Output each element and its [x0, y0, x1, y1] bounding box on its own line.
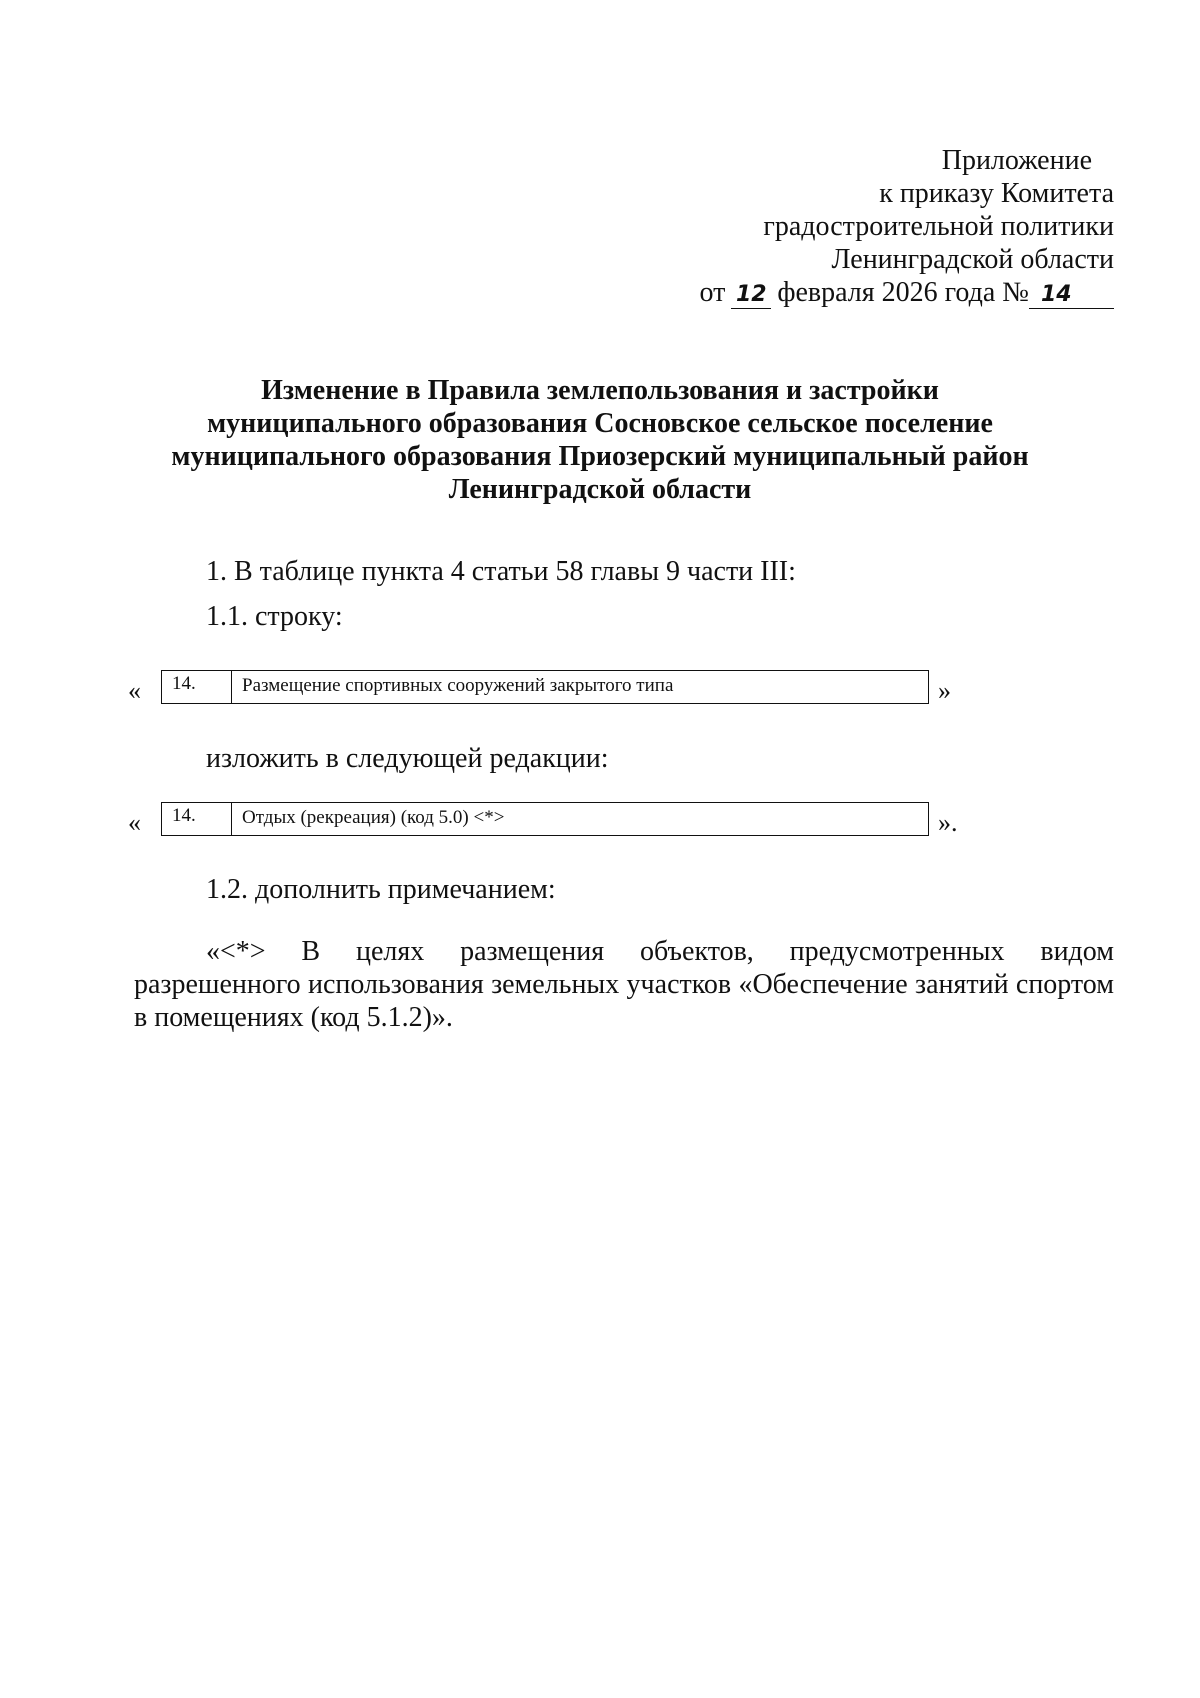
table-row — [161, 670, 929, 704]
row-text-cell: Отдых (рекреация) (код 5.0) <*> — [242, 807, 505, 828]
close-quote: » — [938, 676, 951, 705]
region-name: Ленинградской области — [831, 244, 1114, 275]
table-row — [161, 802, 929, 836]
title-line-1: Изменение в Правила землепользования и застройки — [261, 375, 939, 406]
order-date-line — [594, 276, 1114, 309]
document-title — [0, 374, 1200, 506]
open-quote: « — [128, 808, 141, 837]
committee-name: градостроительной политики — [763, 211, 1114, 242]
title-line-4: Ленинградской области — [448, 474, 752, 505]
note-paragraph — [134, 935, 1114, 1034]
close-quote: ». — [938, 808, 958, 837]
row-number-cell: 14. — [162, 803, 232, 835]
handwritten-number: 14 — [1029, 282, 1114, 309]
item-1-2: 1.2. дополнить примечанием: — [206, 874, 556, 905]
appendix-header — [594, 144, 1114, 309]
order-reference: к приказу Комитета — [879, 178, 1114, 209]
old-table-row — [128, 670, 968, 708]
replace-instruction: изложить в следующей редакции: — [206, 743, 609, 774]
row-text-cell: Размещение спортивных сооружений закрытого типа — [242, 675, 674, 696]
new-table-row — [128, 802, 968, 840]
date-prefix: от — [699, 277, 726, 308]
title-line-3: муниципального образования Приозерский муниципальный район — [171, 441, 1029, 472]
item-1: 1. В таблице пункта 4 статьи 58 главы 9 части III: — [206, 556, 796, 587]
appendix-label: Приложение — [941, 145, 1092, 176]
handwritten-day: 12 — [731, 282, 771, 309]
note-text: «<*> В целях размещения объектов, предусмотренных видом разрешенного использования земельных участков «Обеспечение занятий спортом в помещениях (код 5.1.2)». — [134, 936, 1114, 1033]
item-1-1: 1.1. строку: — [206, 601, 343, 632]
open-quote: « — [128, 676, 141, 705]
date-rest: февраля 2026 года № — [777, 277, 1029, 308]
title-line-2: муниципального образования Сосновское сельское поселение — [207, 408, 993, 439]
row-number-cell: 14. — [162, 671, 232, 703]
